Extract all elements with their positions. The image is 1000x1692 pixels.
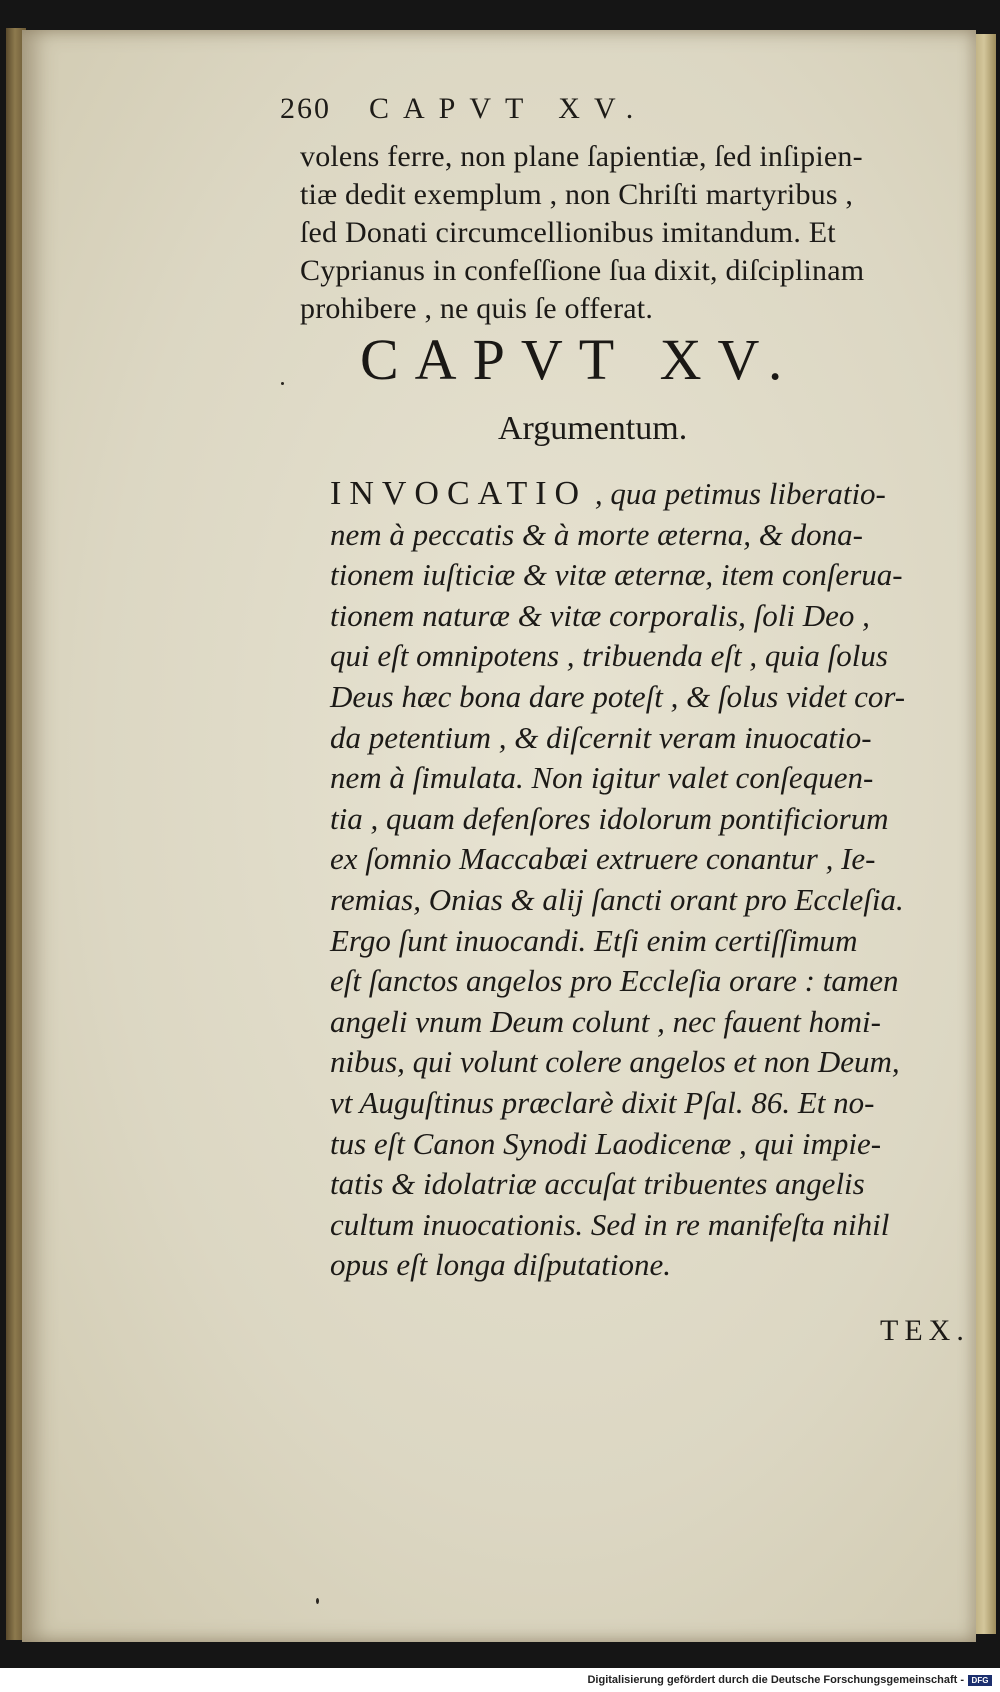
text-line: Deus hæc bona dare poteſt , & ſolus videt cor- — [330, 678, 906, 714]
running-head-title: CAPVT XV. — [369, 92, 648, 125]
text-line: tionem naturæ & vitæ corporalis, ſoli Deo , — [330, 597, 870, 633]
text-line: opus eſt longa diſputatione. — [330, 1247, 671, 1283]
text-line: angeli vnum Deum colunt , nec fauent homi- — [330, 1003, 881, 1039]
text-line-rest: , qua petimus liberatio- — [587, 476, 886, 511]
chapter-title: CAPVT XV. — [360, 327, 799, 392]
text-line: Cyprianus in confeſſione ſua dixit, diſciplinam — [300, 254, 865, 287]
dfg-logo-icon: DFG — [968, 1675, 992, 1686]
preceding-paragraph — [300, 138, 940, 328]
catchword: TEX. — [880, 1314, 970, 1347]
text-line: da petentium , & diſcernit veram inuocatio- — [330, 719, 872, 755]
initial-word: INVOCATIO — [330, 475, 588, 512]
ink-speck — [281, 382, 284, 385]
footer-text: Digitalisierung gefördert durch die Deutsche Forschungsgemeinschaft - — [587, 1674, 964, 1686]
text-line: cultum inuocationis. Sed in re manifeſta nihil — [330, 1206, 890, 1242]
text-line — [330, 474, 970, 515]
text-line: qui eſt omnipotens , tribuenda eſt , quia ſolus — [330, 638, 888, 674]
text-line: vt Auguſtinus præclarè dixit Pſal. 86. Et no- — [330, 1084, 875, 1120]
chapter-subtitle: Argumentum. — [498, 410, 688, 447]
text-line: nem à ſimulata. Non igitur valet conſequen- — [330, 760, 874, 796]
text-line: tatis & idolatriæ accuſat tribuentes angelis — [330, 1166, 865, 1202]
text-line: tus eſt Canon Synodi Laodicenæ , qui impie- — [330, 1125, 882, 1161]
text-line: tionem iuſticiæ & vitæ æternæ, item conſerua- — [330, 557, 903, 593]
running-head — [280, 92, 800, 126]
text-line: ſed Donati circumcellionibus imitandum. Et — [300, 216, 836, 249]
text-line: tiæ dedit exemplum , non Chriſti martyribus , — [300, 178, 854, 211]
text-line: remias, Onias & alij ſancti orant pro Eccleſia. — [330, 881, 904, 917]
text-line: nem à peccatis & à morte æterna, & dona- — [330, 516, 863, 552]
text-line: eſt ſanctos angelos pro Eccleſia orare : tamen — [330, 963, 899, 999]
digitization-footer — [587, 1673, 992, 1687]
text-line: nibus, qui volunt colere angelos et non Deum, — [330, 1044, 900, 1080]
text-line: tia , quam defenſores idolorum pontificiorum — [330, 800, 889, 836]
text-line: prohibere , ne quis ſe offerat. — [300, 292, 654, 325]
text-line: volens ferre, non plane ſapientiæ, ſed inſipien- — [300, 140, 863, 173]
text-line: Ergo ſunt inuocandi. Etſi enim certiſſimum — [330, 922, 858, 958]
page-number: 260 — [280, 92, 331, 125]
ink-speck — [316, 1598, 319, 1604]
argumentum-body — [330, 474, 970, 1286]
text-line: ex ſomnio Maccabæi extruere conantur , Ie- — [330, 841, 876, 877]
